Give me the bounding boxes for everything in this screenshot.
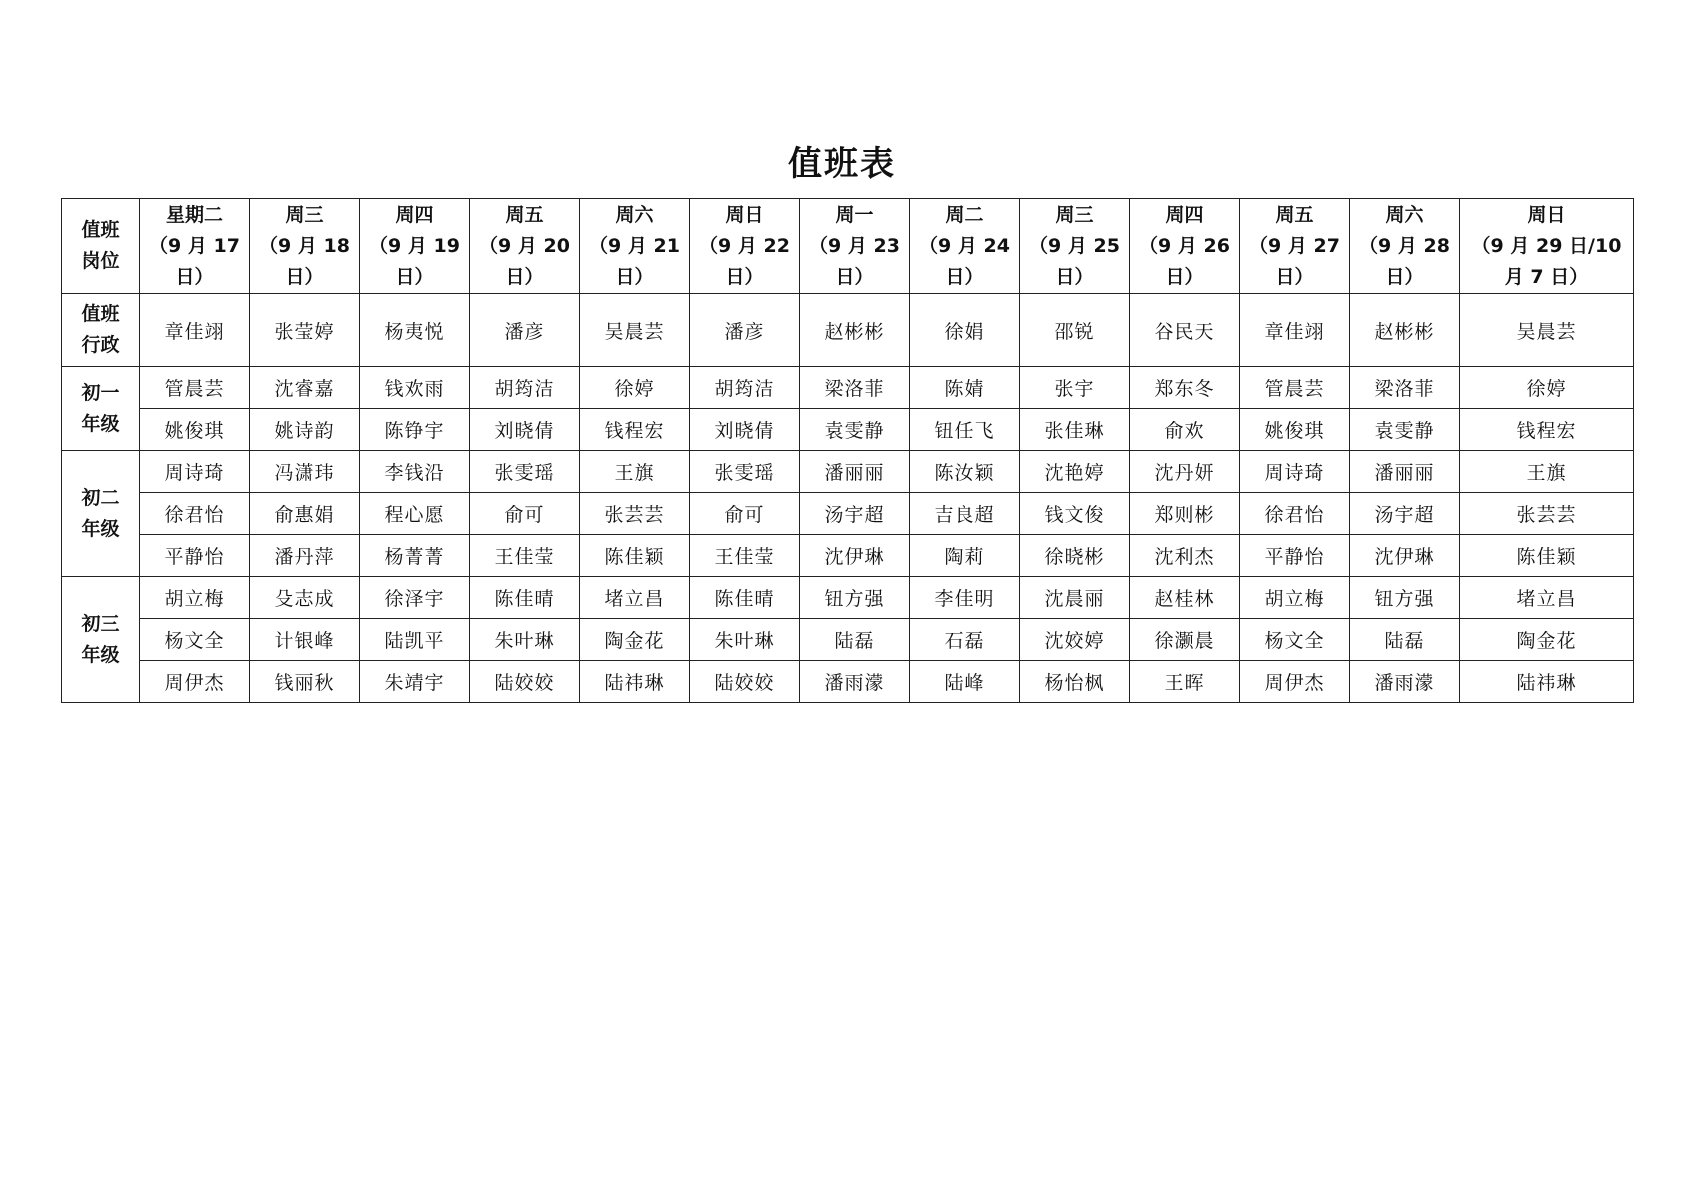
day-date-end: 日） bbox=[395, 265, 434, 288]
day-date: （9 月 23 bbox=[809, 234, 900, 257]
post-label bbox=[62, 577, 140, 703]
duty-name-cell: 朱靖宇 bbox=[360, 661, 470, 703]
duty-name-cell: 陶金花 bbox=[1460, 619, 1634, 661]
day-date: （9 月 22 bbox=[699, 234, 790, 257]
day-header bbox=[470, 199, 580, 294]
duty-name-cell: 谷民天 bbox=[1130, 294, 1240, 367]
duty-table bbox=[61, 198, 1634, 703]
day-date: （9 月 29 日/10 bbox=[1471, 234, 1622, 257]
day-date: （9 月 20 bbox=[479, 234, 570, 257]
duty-name-cell: 石磊 bbox=[910, 619, 1020, 661]
duty-name-cell: 赵彬彬 bbox=[1350, 294, 1460, 367]
duty-name-cell: 堵立昌 bbox=[1460, 577, 1634, 619]
day-header bbox=[800, 199, 910, 294]
duty-name-cell: 沈艳婷 bbox=[1020, 451, 1130, 493]
day-date: （9 月 17 bbox=[149, 234, 240, 257]
day-name: 周日 bbox=[1527, 203, 1566, 226]
duty-name-cell: 陆磊 bbox=[800, 619, 910, 661]
duty-name-cell: 沈晨丽 bbox=[1020, 577, 1130, 619]
post-label-line2: 年级 bbox=[81, 643, 120, 666]
duty-name-cell: 周诗琦 bbox=[1240, 451, 1350, 493]
table-body bbox=[62, 294, 1634, 703]
day-header bbox=[910, 199, 1020, 294]
day-header bbox=[250, 199, 360, 294]
post-label-line2: 行政 bbox=[81, 334, 120, 356]
duty-name-cell: 钱丽秋 bbox=[250, 661, 360, 703]
duty-name-cell: 杨文全 bbox=[1240, 619, 1350, 661]
duty-name-cell: 陈佳晴 bbox=[690, 577, 800, 619]
day-date-end: 日） bbox=[505, 265, 544, 288]
duty-name-cell: 朱叶琳 bbox=[690, 619, 800, 661]
duty-name-cell: 姚俊琪 bbox=[1240, 409, 1350, 451]
day-date: （9 月 18 bbox=[259, 234, 350, 257]
duty-name-cell: 钮任飞 bbox=[910, 409, 1020, 451]
duty-name-cell: 李钱沿 bbox=[360, 451, 470, 493]
duty-name-cell: 章佳翊 bbox=[1240, 294, 1350, 367]
duty-name-cell: 王旗 bbox=[580, 451, 690, 493]
duty-name-cell: 杨菁菁 bbox=[360, 535, 470, 577]
duty-name-cell: 徐晓彬 bbox=[1020, 535, 1130, 577]
duty-name-cell: 徐灏晨 bbox=[1130, 619, 1240, 661]
duty-name-cell: 张芸芸 bbox=[1460, 493, 1634, 535]
corner-header-line2: 岗位 bbox=[81, 250, 120, 272]
duty-name-cell: 朱叶琳 bbox=[470, 619, 580, 661]
duty-name-cell: 张芸芸 bbox=[580, 493, 690, 535]
day-date-end: 日） bbox=[285, 265, 324, 288]
day-date: （9 月 24 bbox=[919, 234, 1010, 257]
duty-name-cell: 周诗琦 bbox=[140, 451, 250, 493]
duty-name-cell: 钱程宏 bbox=[1460, 409, 1634, 451]
duty-name-cell: 陆祎琳 bbox=[1460, 661, 1634, 703]
duty-name-cell: 王晖 bbox=[1130, 661, 1240, 703]
duty-name-cell: 徐娟 bbox=[910, 294, 1020, 367]
duty-name-cell: 徐婷 bbox=[580, 367, 690, 409]
duty-name-cell: 潘彦 bbox=[690, 294, 800, 367]
duty-name-cell: 俞惠娟 bbox=[250, 493, 360, 535]
duty-name-cell: 周伊杰 bbox=[1240, 661, 1350, 703]
duty-name-cell: 殳志成 bbox=[250, 577, 360, 619]
table-row bbox=[62, 577, 1634, 619]
duty-name-cell: 潘丹萍 bbox=[250, 535, 360, 577]
duty-name-cell: 王佳莹 bbox=[690, 535, 800, 577]
table-header bbox=[62, 199, 1634, 294]
duty-name-cell: 潘丽丽 bbox=[800, 451, 910, 493]
duty-name-cell: 沈姣婷 bbox=[1020, 619, 1130, 661]
duty-name-cell: 郑东冬 bbox=[1130, 367, 1240, 409]
duty-name-cell: 汤宇超 bbox=[800, 493, 910, 535]
duty-name-cell: 王佳莹 bbox=[470, 535, 580, 577]
duty-name-cell: 刘晓倩 bbox=[470, 409, 580, 451]
day-date-end: 日） bbox=[615, 265, 654, 288]
day-header bbox=[140, 199, 250, 294]
day-name: 周四 bbox=[1165, 203, 1204, 226]
post-label-line1: 初二 bbox=[81, 486, 120, 509]
duty-name-cell: 钮方强 bbox=[800, 577, 910, 619]
duty-name-cell: 陆祎琳 bbox=[580, 661, 690, 703]
day-date-end: 日） bbox=[945, 265, 984, 288]
table-row bbox=[62, 294, 1634, 367]
duty-name-cell: 姚俊琪 bbox=[140, 409, 250, 451]
duty-name-cell: 沈丹妍 bbox=[1130, 451, 1240, 493]
duty-name-cell: 徐君怡 bbox=[140, 493, 250, 535]
duty-name-cell: 刘晓倩 bbox=[690, 409, 800, 451]
duty-name-cell: 陶金花 bbox=[580, 619, 690, 661]
day-name: 周日 bbox=[725, 203, 764, 226]
day-name: 周五 bbox=[505, 203, 544, 226]
duty-name-cell: 赵桂林 bbox=[1130, 577, 1240, 619]
duty-name-cell: 胡筠洁 bbox=[470, 367, 580, 409]
day-date-end: 日） bbox=[1055, 265, 1094, 288]
day-name: 周三 bbox=[285, 203, 324, 226]
duty-name-cell: 冯潇玮 bbox=[250, 451, 360, 493]
day-date-end: 日） bbox=[1165, 265, 1204, 288]
duty-name-cell: 陈汝颖 bbox=[910, 451, 1020, 493]
post-label-line1: 初三 bbox=[81, 612, 120, 635]
post-label bbox=[62, 294, 140, 367]
table-row bbox=[62, 493, 1634, 535]
duty-name-cell: 章佳翊 bbox=[140, 294, 250, 367]
table-row bbox=[62, 409, 1634, 451]
duty-name-cell: 陆凯平 bbox=[360, 619, 470, 661]
day-date: （9 月 19 bbox=[369, 234, 460, 257]
duty-name-cell: 姚诗韵 bbox=[250, 409, 360, 451]
duty-name-cell: 沈伊琳 bbox=[800, 535, 910, 577]
duty-name-cell: 平静怡 bbox=[140, 535, 250, 577]
day-date-end: 日） bbox=[1275, 265, 1314, 288]
duty-name-cell: 陆姣姣 bbox=[470, 661, 580, 703]
duty-name-cell: 吴晨芸 bbox=[1460, 294, 1634, 367]
day-date-end: 日） bbox=[175, 265, 214, 288]
duty-name-cell: 钱程宏 bbox=[580, 409, 690, 451]
duty-name-cell: 陈婧 bbox=[910, 367, 1020, 409]
day-name: 周四 bbox=[395, 203, 434, 226]
duty-name-cell: 管晨芸 bbox=[140, 367, 250, 409]
duty-name-cell: 俞欢 bbox=[1130, 409, 1240, 451]
duty-name-cell: 平静怡 bbox=[1240, 535, 1350, 577]
duty-name-cell: 钱文俊 bbox=[1020, 493, 1130, 535]
header-row bbox=[62, 199, 1634, 294]
duty-name-cell: 杨夷悦 bbox=[360, 294, 470, 367]
duty-name-cell: 汤宇超 bbox=[1350, 493, 1460, 535]
duty-name-cell: 赵彬彬 bbox=[800, 294, 910, 367]
post-label bbox=[62, 367, 140, 451]
duty-name-cell: 徐君怡 bbox=[1240, 493, 1350, 535]
duty-name-cell: 吴晨芸 bbox=[580, 294, 690, 367]
corner-header bbox=[62, 199, 140, 294]
duty-name-cell: 陆磊 bbox=[1350, 619, 1460, 661]
day-name: 周六 bbox=[1385, 203, 1424, 226]
day-date: （9 月 28 bbox=[1359, 234, 1450, 257]
duty-name-cell: 梁洛菲 bbox=[800, 367, 910, 409]
duty-name-cell: 袁雯静 bbox=[1350, 409, 1460, 451]
day-header bbox=[1350, 199, 1460, 294]
post-label-line1: 初一 bbox=[81, 381, 120, 404]
duty-name-cell: 俞可 bbox=[470, 493, 580, 535]
day-header bbox=[580, 199, 690, 294]
duty-name-cell: 潘雨濛 bbox=[800, 661, 910, 703]
day-date: （9 月 27 bbox=[1249, 234, 1340, 257]
day-name: 周二 bbox=[945, 203, 984, 226]
table-row bbox=[62, 619, 1634, 661]
duty-name-cell: 沈睿嘉 bbox=[250, 367, 360, 409]
table-row bbox=[62, 535, 1634, 577]
duty-name-cell: 吉良超 bbox=[910, 493, 1020, 535]
duty-name-cell: 陈佳颖 bbox=[1460, 535, 1634, 577]
duty-name-cell: 张宇 bbox=[1020, 367, 1130, 409]
duty-name-cell: 杨文全 bbox=[140, 619, 250, 661]
day-header bbox=[1020, 199, 1130, 294]
duty-name-cell: 陆姣姣 bbox=[690, 661, 800, 703]
duty-name-cell: 张莹婷 bbox=[250, 294, 360, 367]
post-label-line1: 值班 bbox=[81, 303, 120, 325]
duty-name-cell: 徐泽宇 bbox=[360, 577, 470, 619]
day-date-end: 日） bbox=[835, 265, 874, 288]
day-name: 周一 bbox=[835, 203, 874, 226]
duty-name-cell: 沈伊琳 bbox=[1350, 535, 1460, 577]
duty-name-cell: 王旗 bbox=[1460, 451, 1634, 493]
duty-name-cell: 陈铮宇 bbox=[360, 409, 470, 451]
duty-name-cell: 张雯瑶 bbox=[690, 451, 800, 493]
page-title: 值班表 bbox=[788, 144, 896, 184]
duty-name-cell: 袁雯静 bbox=[800, 409, 910, 451]
day-name: 星期二 bbox=[165, 203, 223, 226]
post-label-line2: 年级 bbox=[81, 517, 120, 540]
duty-name-cell: 潘雨濛 bbox=[1350, 661, 1460, 703]
duty-name-cell: 计银峰 bbox=[250, 619, 360, 661]
duty-name-cell: 陶莉 bbox=[910, 535, 1020, 577]
day-header bbox=[360, 199, 470, 294]
duty-name-cell: 胡筠洁 bbox=[690, 367, 800, 409]
corner-header-line1: 值班 bbox=[81, 219, 120, 241]
duty-name-cell: 堵立昌 bbox=[580, 577, 690, 619]
duty-name-cell: 周伊杰 bbox=[140, 661, 250, 703]
day-name: 周六 bbox=[615, 203, 654, 226]
duty-name-cell: 梁洛菲 bbox=[1350, 367, 1460, 409]
day-date-end: 日） bbox=[725, 265, 764, 288]
day-date-end: 日） bbox=[1385, 265, 1424, 288]
table-row bbox=[62, 367, 1634, 409]
day-date: （9 月 21 bbox=[589, 234, 680, 257]
day-header bbox=[690, 199, 800, 294]
day-name: 周三 bbox=[1055, 203, 1094, 226]
duty-name-cell: 胡立梅 bbox=[1240, 577, 1350, 619]
post-label bbox=[62, 451, 140, 577]
duty-name-cell: 程心愿 bbox=[360, 493, 470, 535]
day-date-end: 月 7 日） bbox=[1504, 265, 1589, 288]
duty-name-cell: 郑则彬 bbox=[1130, 493, 1240, 535]
duty-name-cell: 管晨芸 bbox=[1240, 367, 1350, 409]
day-header bbox=[1240, 199, 1350, 294]
duty-name-cell: 陆峰 bbox=[910, 661, 1020, 703]
day-name: 周五 bbox=[1275, 203, 1314, 226]
duty-name-cell: 胡立梅 bbox=[140, 577, 250, 619]
day-header bbox=[1460, 199, 1634, 294]
duty-name-cell: 陈佳晴 bbox=[470, 577, 580, 619]
table-row bbox=[62, 451, 1634, 493]
duty-name-cell: 邵锐 bbox=[1020, 294, 1130, 367]
table-row bbox=[62, 661, 1634, 703]
post-label-line2: 年级 bbox=[81, 412, 120, 435]
duty-name-cell: 沈利杰 bbox=[1130, 535, 1240, 577]
duty-name-cell: 杨怡枫 bbox=[1020, 661, 1130, 703]
duty-name-cell: 钮方强 bbox=[1350, 577, 1460, 619]
day-date: （9 月 26 bbox=[1139, 234, 1230, 257]
duty-name-cell: 潘彦 bbox=[470, 294, 580, 367]
day-header bbox=[1130, 199, 1240, 294]
duty-name-cell: 陈佳颖 bbox=[580, 535, 690, 577]
duty-name-cell: 徐婷 bbox=[1460, 367, 1634, 409]
duty-name-cell: 潘丽丽 bbox=[1350, 451, 1460, 493]
duty-name-cell: 张雯瑶 bbox=[470, 451, 580, 493]
duty-name-cell: 俞可 bbox=[690, 493, 800, 535]
day-date: （9 月 25 bbox=[1029, 234, 1120, 257]
duty-name-cell: 张佳琳 bbox=[1020, 409, 1130, 451]
duty-name-cell: 钱欢雨 bbox=[360, 367, 470, 409]
duty-name-cell: 李佳明 bbox=[910, 577, 1020, 619]
